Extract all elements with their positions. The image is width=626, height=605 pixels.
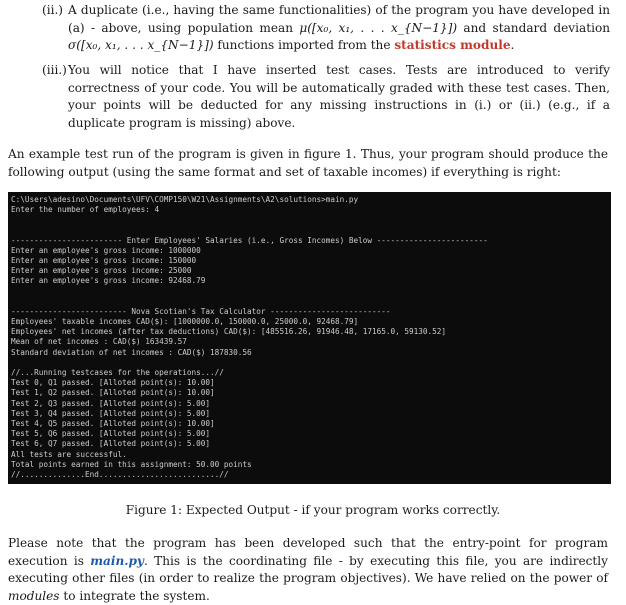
terminal-line: Enter an employee's gross income: 150000 [11, 256, 197, 265]
terminal-line: Test 4, Q5 passed. [Alloted point(s): 10.00] [11, 419, 215, 428]
terminal-line: Employees' net incomes (after tax deductions) CAD($): [485516.26, 91946.48, 17165.0, 59130.52] [11, 327, 447, 336]
terminal-line: C:\Users\adesino\Documents\UFV\COMP150\W21\Assignments\A2\solutions>main.py [11, 195, 359, 204]
terminal-line: Test 5, Q6 passed. [Alloted point(s): 5.00] [11, 429, 211, 438]
population-mean-formula: μ([x₀, x₁, . . . x_{N−1}]) [299, 20, 458, 35]
intro-paragraph: An example test run of the program is given in figure 1. Thus, your program should produce the following output (using the same format and set of taxable incomes) if everything is right: [8, 147, 608, 179]
terminal-line: Test 6, Q7 passed. [Alloted point(s): 5.00] [11, 439, 211, 448]
statistics-module-highlight: statistics module [394, 38, 511, 52]
terminal-line: Enter the number of employees: 4 [11, 205, 160, 214]
list-item-iii [44, 62, 610, 132]
item-number: (ii.) [42, 3, 64, 17]
main-py-filename: main.py [90, 553, 144, 568]
terminal-line: //...Running testcases for the operations...// [11, 368, 224, 377]
item-number: (iii.) [42, 63, 67, 77]
terminal-output [8, 192, 611, 484]
terminal-line: Test 2, Q3 passed. [Alloted point(s): 5.00] [11, 399, 211, 408]
terminal-line: ------------------------ Enter Employees' Salaries (i.e., Gross Incomes) Below ------------------------ [11, 236, 488, 245]
terminal-line: ------------------------- Nova Scotian's Tax Calculator -------------------------- [11, 307, 391, 316]
standard-deviation-formula: σ([x₀, x₁, . . . x_{N−1}]) [68, 38, 214, 52]
terminal-line: Test 3, Q4 passed. [Alloted point(s): 5.00] [11, 409, 211, 418]
item-text: A duplicate (i.e., having the same functionalities) of the program you have developed in (a) - above, using population mean μ([x₀, x₁, . . . x_{N−1}]) and standard deviation σ([x₀, x₁, . . . x_{N−1}]) functions imported from the statistics module. [68, 3, 611, 52]
terminal-line: Mean of net incomes : CAD($) 163439.57 [11, 337, 187, 346]
terminal-line: Enter an employee's gross income: 25000 [11, 266, 192, 275]
terminal-line: //..............End..........................// [11, 470, 229, 479]
terminal-line: Standard deviation of net incomes : CAD($) 187830.56 [11, 348, 252, 357]
terminal-line: Test 1, Q2 passed. [Alloted point(s): 10.00] [11, 388, 215, 397]
terminal-line: All tests are successful. [11, 450, 127, 459]
terminal-line: Total points earned in this assignment: 50.00 points [11, 460, 252, 469]
terminal-line: Enter an employee's gross income: 92468.79 [11, 276, 206, 285]
figure-caption: Figure 1: Expected Output - if your program works correctly. [125, 503, 501, 517]
list-item-ii [44, 2, 610, 55]
terminal-line: Enter an employee's gross income: 1000000 [11, 246, 201, 255]
modules-emphasis: modules [8, 588, 60, 603]
item-text: You will notice that I have inserted test cases. Tests are introduced to verify correctness of your code. You will be automatically graded with these test cases. Then, your points will be deducted for any missing instructions in (i.) or (ii.) (e.g., if a duplicate program is missing) above. [68, 63, 610, 130]
terminal-line: Test 0, Q1 passed. [Alloted point(s): 10.00] [11, 378, 215, 387]
terminal-line: Employees' taxable incomes CAD($): [1000000.0, 150000.0, 25000.0, 92468.79] [11, 317, 359, 326]
outro-paragraph: Please note that the program has been developed such that the entry-point for program execution is main.py. This is the coordinating file - by executing this file, you are indirectly executing other files (in order to realize the program objectives). We have relied on the power of modules to integrate the system. [8, 536, 608, 603]
